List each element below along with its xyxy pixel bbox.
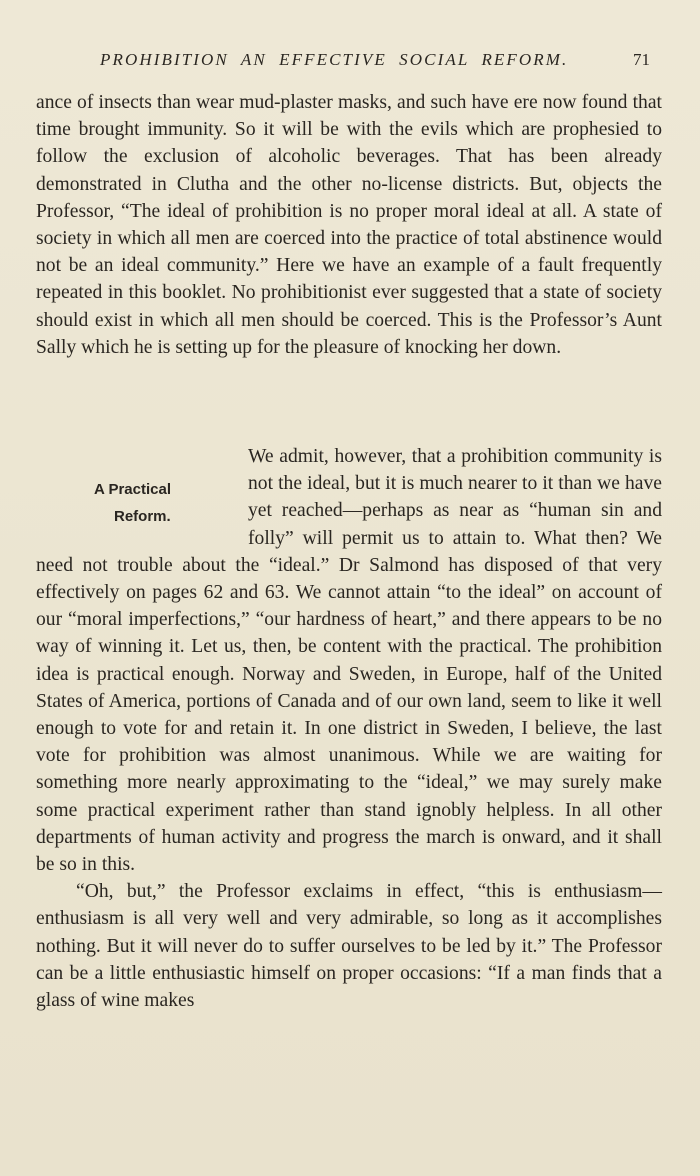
paragraph-enthusiasm: “Oh, but,” the Professor exclaims in effect, “this is enthusiasm—enthusiasm is all very well and very admirable, so long as it accomplishes nothing. But it will never do to suffer ourselves to be led by it.” The Professor can be a little enthusiastic himself on proper occasions: “If a man finds that a glass of wine makes <box>36 881 662 1012</box>
paragraph-continuation: ance of insects than wear mud-plaster masks, and such have ere now found that time brought immunity. So it will be with the evils which are prophesied to follow the exclusion of alcoholic beverages. That has been already demonstrated in Clutha and the other no-license districts. But, objects the Professor, “The ideal of prohibition is no proper moral ideal at all. A state of society in which all men are coerced into the practice of total abstinence would not be an ideal community.” Here we have an example of a fault frequently repeated in this booklet. No prohibitionist ever suggested that a state of society should exist in which all men should be coerced. This is the Professor’s Aunt Sally which he is setting up for the pleasure of knocking her down. <box>36 92 662 358</box>
margin-note-spacer <box>36 443 248 551</box>
margin-note-line-1: A Practical <box>94 481 171 498</box>
running-head: PROHIBITION AN EFFECTIVE SOCIAL REFORM. <box>100 50 569 69</box>
margin-note-line-2: Reform. <box>114 508 171 525</box>
paragraph-a-practical-reform: We admit, however, that a prohibition community is not the ideal, but it is much nearer to it than we have yet reached—perhaps as near as “human sin and folly” will permit us to attain to. What then? We need not trouble about the “ideal.” Dr Salmond has disposed of that very effectively on pages 62 and 63. We cannot attain “to the ideal” on account of our “moral imperfections,” “our hardness of heart,” and there appears to be no way of winning it. Let us, then, be content with the practical. The prohibition idea is practical enough. Norway and Sweden, in Europe, half of the United States of America, portions of Canada and of our own land, seem to like it well enough to vote for and retain it. In one district in Sweden, I believe, the last vote for prohibition was almost unanimous. While we are waiting for something more nearly approximating to the “ideal,” we may surely make some practical experiment rather than stand ignobly helpless. In all other departments of human activity and progress the march is onward, and it shall be so in this. <box>36 446 662 876</box>
body-text-main <box>36 443 662 1014</box>
page-header <box>96 50 656 76</box>
page-number: 71 <box>633 50 650 69</box>
body-text-top <box>36 89 662 361</box>
